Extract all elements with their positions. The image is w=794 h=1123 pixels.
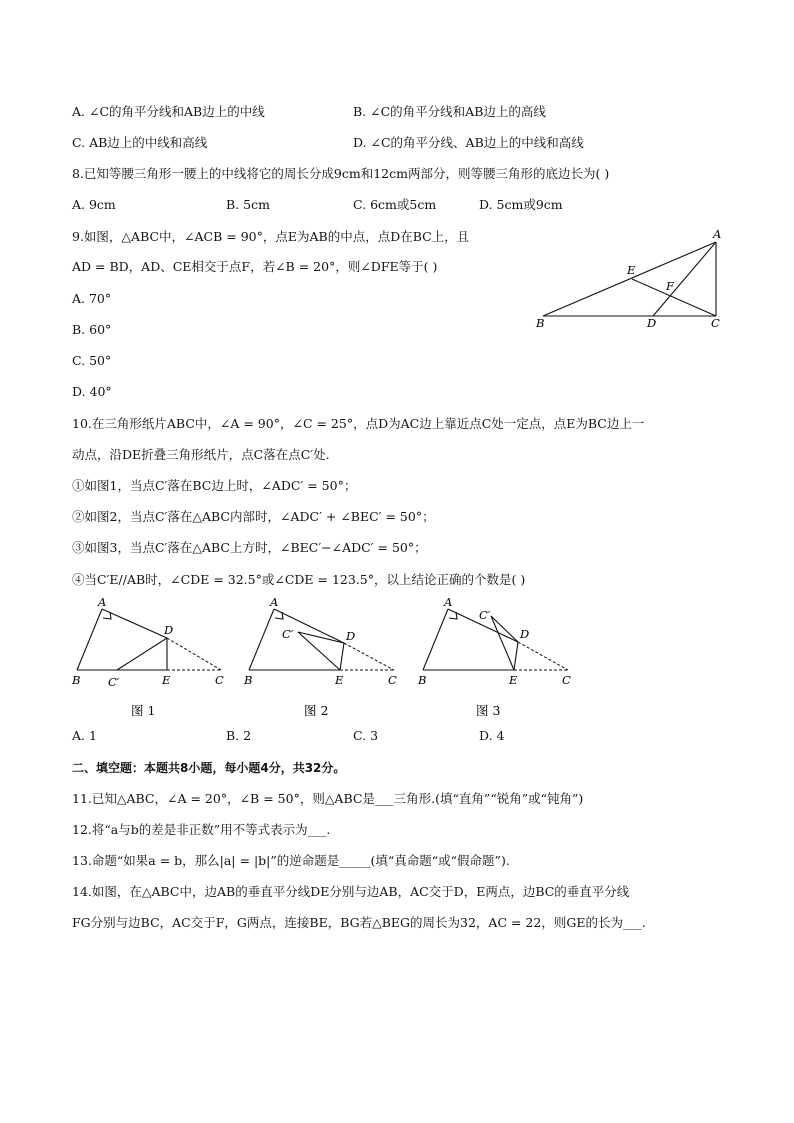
q10-statement-2: ②如图2，当点C′落在△ABC内部时，∠ADC′ + ∠BEC′ = 50°；: [72, 509, 435, 524]
q9-label-a: A: [713, 227, 722, 241]
q7-option-b: B. ∠C的角平分线和AB边上的高线: [353, 104, 546, 119]
fig2-caption: 图 2: [304, 703, 329, 718]
q8-stem: 8.已知等腰三角形一腰上的中线将它的周长分成9cm和12cm两部分，则等腰三角形的底边长为( ): [72, 166, 610, 181]
q8-option-d: D. 5cm或9cm: [479, 197, 563, 212]
q13-text: 13.命题“如果a = b，那么|a| = |b|”的逆命题是_____(填“真命题“或“假命题”).: [72, 853, 510, 868]
q9-stem-line1: 9.如图，△ABC中，∠ACB = 90°，点E为AB的中点，点D在BC上，且: [72, 229, 470, 244]
fig3-label-c: C: [562, 673, 571, 687]
fig3-label-a: A: [444, 595, 453, 609]
q7-option-d: D. ∠C的角平分线、AB边上的中线和高线: [353, 135, 584, 150]
fig1-label-a: A: [98, 595, 107, 609]
fig1-label-cprime: C′: [108, 675, 120, 689]
q9-stem-line2: AD = BD，AD、CE相交于点F，若∠B = 20°，则∠DFE等于( ): [72, 259, 438, 274]
q8-option-a: A. 9cm: [72, 197, 116, 212]
q14-line1: 14.如图，在△ABC中，边AB的垂直平分线DE分别与边AB，AC交于D，E两点，边BC的垂直平分线: [72, 884, 630, 899]
q9-label-c: C: [711, 316, 720, 330]
fig2-label-d: D: [346, 629, 356, 643]
fig2-label-b: B: [244, 673, 253, 687]
fig3-label-d: D: [520, 627, 530, 641]
fig2-label-cprime: C′: [282, 627, 294, 641]
q10-stem-line1: 10.在三角形纸片ABC中，∠A = 90°，∠C = 25°，点D为AC边上靠近点C处一定点，点E为BC边上一: [72, 416, 645, 431]
q12-text: 12.将“a与b的差是非正数”用不等式表示为___.: [72, 822, 331, 837]
q10-statement-4: ④当C′E//AB时，∠CDE = 32.5°或∠CDE = 123.5°，以上结论正确的个数是( ): [72, 572, 526, 587]
q7-option-c: C. AB边上的中线和高线: [72, 135, 208, 150]
fig2-label-e: E: [335, 673, 344, 687]
q10-option-a: A. 1: [72, 728, 97, 743]
q10-option-c: C. 3: [353, 728, 379, 743]
q10-figure-2: [243, 595, 397, 718]
q14-line2: FG分别与边BC，AC交于F，G两点，连接BE，BG若△BEG的周长为32，AC = 22，则GE的长为___.: [72, 915, 646, 930]
q9-label-d: D: [647, 316, 657, 330]
q8-option-b: B. 5cm: [226, 197, 270, 212]
q10-stem-line2: 动点，沿DE折叠三角形纸片，点C落在点C′处.: [72, 447, 330, 462]
q9-label-b: B: [536, 316, 545, 330]
q10-statement-1: ①如图1，当点C′落在BC边上时，∠ADC′ = 50°；: [72, 478, 357, 493]
q10-option-d: D. 4: [479, 728, 505, 743]
fig3-label-b: B: [418, 673, 427, 687]
q10-figure-3: [417, 595, 571, 718]
q9-label-f: F: [666, 279, 674, 293]
q10-statement-3: ③如图3，当点C′落在△ABC上方时，∠BEC′−∠ADC′ = 50°；: [72, 540, 427, 555]
q7-option-a: A. ∠C的角平分线和AB边上的中线: [72, 104, 265, 119]
fig1-label-b: B: [72, 673, 81, 687]
fig1-label-e: E: [162, 673, 171, 687]
fig3-label-cprime: C′: [479, 608, 491, 622]
q9-option-a: A. 70°: [72, 291, 112, 306]
q9-option-b: B. 60°: [72, 322, 112, 337]
q10-option-b: B. 2: [226, 728, 252, 743]
q9-label-e: E: [627, 263, 636, 277]
section-heading: 二、填空题：本题共8小题，每小题4分，共32分。: [72, 761, 346, 775]
fig1-caption: 图 1: [131, 703, 156, 718]
q9-option-c: C. 50°: [72, 353, 112, 368]
fig1-label-d: D: [164, 623, 174, 637]
q11-text: 11.已知△ABC，∠A = 20°，∠B = 50°，则△ABC是___三角形.(填“直角”“锐角”或“钝角”): [72, 791, 584, 806]
q10-figure-1: [71, 595, 224, 718]
q8-option-c: C. 6cm或5cm: [353, 197, 437, 212]
fig2-label-c: C: [388, 673, 397, 687]
fig2-label-a: A: [270, 595, 279, 609]
fig3-caption: 图 3: [476, 703, 501, 718]
fig1-label-c: C: [215, 673, 224, 687]
fig3-label-e: E: [509, 673, 518, 687]
q9-option-d: D. 40°: [72, 384, 112, 399]
